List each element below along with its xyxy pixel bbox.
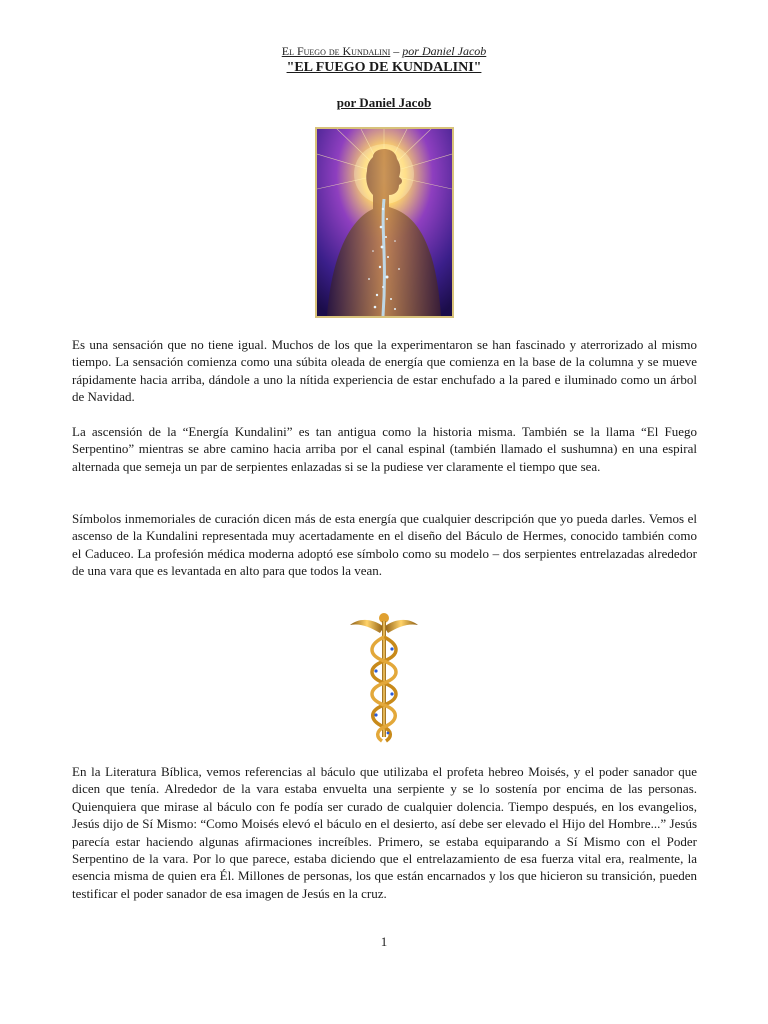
paragraph-2: La ascensión de la “Energía Kundalini” es tan antigua como la historia misma. También se la llama “El Fuego Serpentino” mientras se abre camino hacia arriba por el canal espinal (también llamado el sushumna) en una espiral alternada que semeja un par de serpientes enlazadas si se la pudiese ver claramente el tiempo que sea. xyxy=(72,424,697,474)
running-header-author: por Daniel Jacob xyxy=(402,44,487,58)
paragraph-1: Es una sensación que no tiene igual. Muchos de los que la experimentaron se han fascinado y aterrorizado al mismo tiempo. La sensación comienza como una súbita oleada de energía que comienza en la base de la columna y se mueve rápidamente hacia arriba, dándole a uno la nítida experiencia de estar enchufado a la pared e iluminado como un árbol de Navidad. xyxy=(72,337,697,405)
page-number: 1 xyxy=(380,934,388,949)
document-title: "EL FUEGO DE KUNDALINI" xyxy=(286,60,482,75)
paragraph-4: En la Literatura Bíblica, vemos referencias al báculo que utilizaba el profeta hebreo Moisés, y el poder sanador que dicen que tenía. Alrededor de la vara estaba envuelta una serpiente y se lo sostenía por encima de las personas. Quienquiera que mirase al báculo con fe podía ser curado de cualquier dolencia. Tiempo después, en los evangelios, Jesús dijo de Sí Mismo: “Como Moisés elevó el báculo en el desierto, así debe ser elevado el Hijo del Hombre...” Jesús parecía estar haciendo algunas afirmaciones increíbles. Primero, se estaba equiparando a Sí Mismo con el Poder Serpentino de la vara. Por lo que parece, estaba diciendo que el entrelazamiento de esa fuerza vital era, realmente, la esencia misma de quien era Él. Millones de personas, los que están encarnados y los que hicieron su transición, pueden testificar el poder sanador de esa imagen de Jesús en la cruz. xyxy=(72,764,697,901)
running-header xyxy=(0,44,768,58)
kundalini-illustration xyxy=(315,127,454,318)
document-byline: por Daniel Jacob xyxy=(336,95,432,110)
running-header-separator: – xyxy=(390,44,403,58)
paragraph-3: Símbolos inmemoriales de curación dicen más de esta energía que cualquier descripción que yo pueda darles. Vemos el ascenso de la Kundalini representada muy acertadamente en el diseño del Báculo de Hermes, conocido también como el Caduceo. La profesión médica moderna adoptó ese símbolo como su modelo – dos serpientes entrelazadas alrededor de una vara que es levantada en alto para que todos la vean. xyxy=(72,511,697,579)
running-header-title: El Fuego de Kundalini xyxy=(281,44,391,58)
caduceus-icon xyxy=(348,609,420,745)
kundalini-figure-art xyxy=(317,129,452,316)
caduceus-illustration xyxy=(348,609,420,745)
